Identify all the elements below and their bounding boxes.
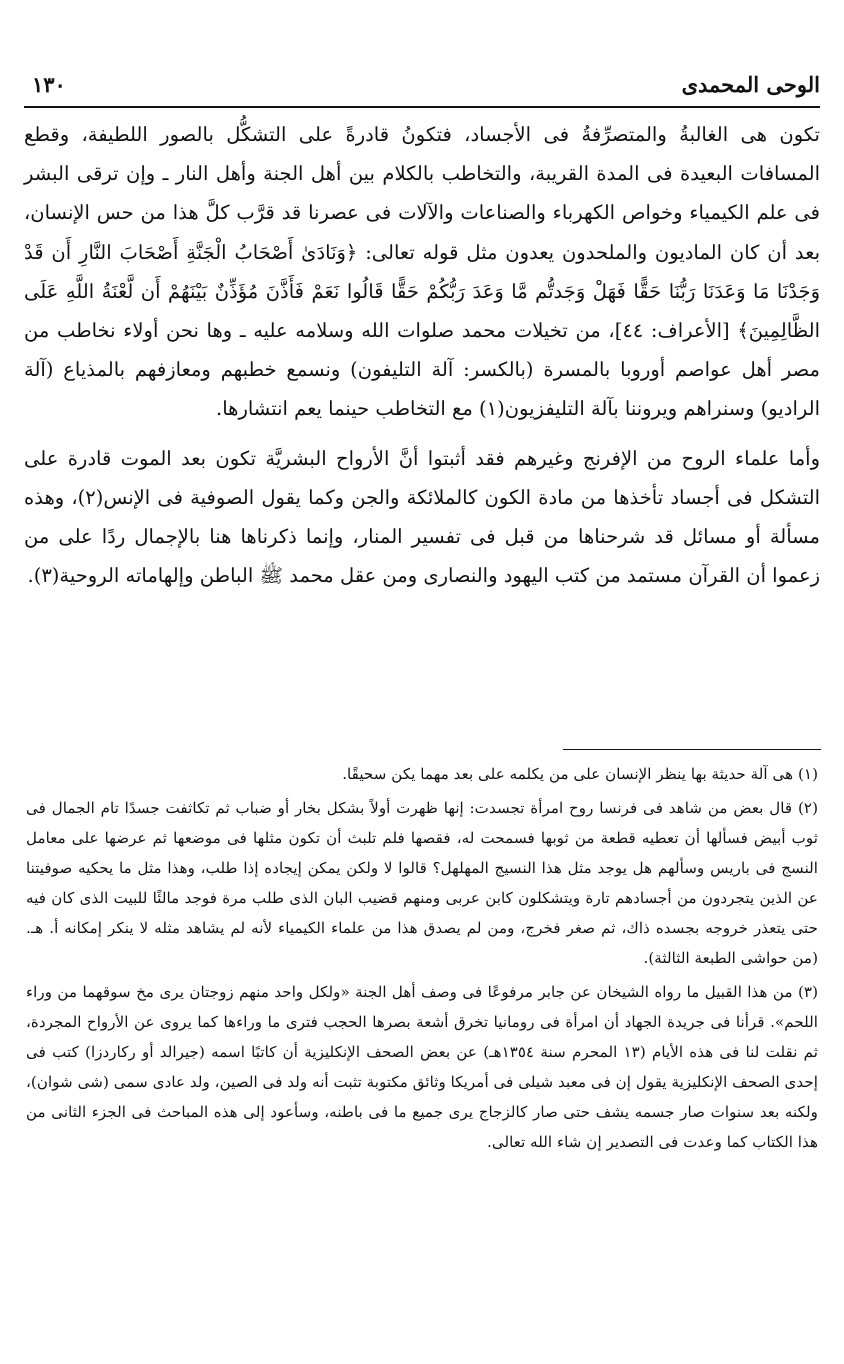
page-number: ١٣٠ bbox=[32, 72, 66, 97]
body-paragraph: وأما علماء الروح من الإفرنج وغيرهم فقد أثبتوا أنَّ الأرواح البشريَّة تكون بعد الموت قادرة على التشكل فى أجساد تأخذها من مادة الكون كالملائكة والجن وكما يقول الصوفية فى الإنس(٢)، وهذه مسألة أو مسائل قد شرحناها من قبل فى تفسير المنار، وإنما ذكرناها هنا بالإجمال ردًا على من زعموا أن القرآن مستمد من كتب اليهود والنصارى ومن عقل محمد ﷺ الباطن وإلهاماته الروحية(٣). bbox=[24, 446, 820, 588]
footnotes bbox=[26, 759, 818, 1157]
header-divider bbox=[24, 106, 820, 108]
footnote: (٢) قال بعض من شاهد فى فرنسا روح امرأة تجسدت: إنها ظهرت أولاً بشكل بخار أو ضباب ثم تكاثفت جسدًا تام الجمال فى ثوب أبيض فسألها أن تعطيه قطعة من ثوبها فسمحت له، فقصها فلم تلبث أن تكون مثلها فى موضعها ثم عرضها على معامل النسج فى باريس وسألهم هل يوجد مثل هذا النسيج المهلهل؟ قالوا لا ولكن يمكن إيجاده إذا طلب، وهذا مثل ما يحكيه صوفيتنا عن الذين يتجردون من أجسادهم تارة ويتشكلون كابن عربى ومنهم قضيب البان الذى طلب مرة فوجد مالئًا للبيت الذى كان فيه حتى يتعذر خروجه بجسده ذاك، ثم صغر فخرج، ومن لم يصدق هذا من علماء الكيمياء لأنه لم يشاهد مثله لا ينكر إمكانه أ. هـ. (من حواشى الطبعة الثالثة). bbox=[26, 799, 818, 967]
page-header bbox=[24, 70, 820, 104]
body-paragraph: تكون هى الغالبةُ والمتصرِّفةُ فى الأجساد، فتكونُ قادرةً على التشكُّل بالصور اللطيفة، وقطع المسافات البعيدة فى المدة القريبة، والتخاطب بالكلام بين أهل الجنة وأهل النار ـ وإن ترقى البشر فى علم الكيمياء وخواص الكهرباء والصناعات والآلات فى عصرنا قد قرَّب كلَّ هذا من حس الإنسان، بعد أن كان الماديون والملحدون يعدون مثل قوله تعالى: ﴿وَنَادَىٰ أَصْحَابُ الْجَنَّةِ أَصْحَابَ النَّارِ أَن قَدْ وَجَدْنَا مَا وَعَدَنَا رَبُّنَا حَقًّا فَهَلْ وَجَدتُّم مَّا وَعَدَ رَبُّكُمْ حَقًّا قَالُوا نَعَمْ فَأَذَّنَ مُؤَذِّنٌ بَيْنَهُمْ أَن لَّعْنَةُ اللَّهِ عَلَى الظَّالِمِينَ﴾ [الأعراف: ٤٤]، من تخيلات محمد صلوات الله وسلامه عليه ـ وها نحن أولاء نخاطب من مصر أهل عواصم أوروبا بالمسرة (بالكسر: آلة التليفون) ونسمع خطبهم ومعازفهم بالمذياع (آلة الراديو) وسنراهم ويروننا بآلة التليفزيون(١) مع التخاطب حينما يعم انتشارها. bbox=[24, 123, 820, 421]
main-text bbox=[24, 115, 820, 595]
footnote: (١) هى آلة حديثة بها ينظر الإنسان على من يكلمه على بعد مهما يكن سحيقًا. bbox=[342, 765, 818, 783]
footnote: (٣) من هذا القبيل ما رواه الشيخان عن جابر مرفوعًا فى وصف أهل الجنة «ولكل واحد منهم زوجتان يرى مخ سوقهما من وراء اللحم». قرأنا فى جريدة الجهاد أن امرأة فى رومانيا تخرق أشعة بصرها الحجب فترى ما وراءها كما يروى عن الأرواح المجردة، ثم نقلت لنا فى هذه الأيام (١٣ المحرم سنة ١٣٥٤هـ) عن بعض الصحف الإنكليزية أن كاتبًا اسمه (جيرالد أو ركاردزا) كتب فى إحدى الصحف الإنكليزية يقول إن فى معبد شيلى فى أمريكا وثائق مكتوبة تثبت أنه ولد فى الصين، ولد عادى سمى (شى شوان)، ولكنه بعد سنوات صار جسمه يشف حتى صار كالزجاج يرى جميع ما فى باطنه، وسأعود إلى هذه المباحث فى الجزء الثانى من هذا الكتاب كما وعدت فى التصدير إن شاء الله تعالى. bbox=[26, 983, 818, 1151]
running-title: الوحى المحمدى bbox=[681, 72, 820, 97]
footnote-divider bbox=[563, 749, 821, 750]
